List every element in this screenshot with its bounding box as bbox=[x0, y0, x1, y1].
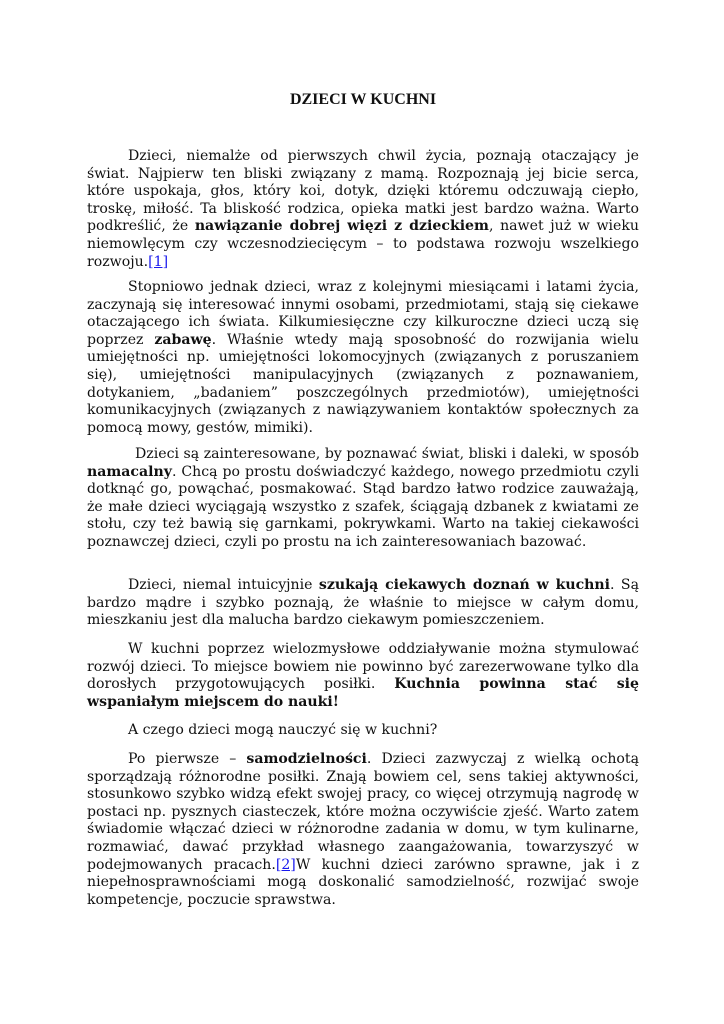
paragraph-2 bbox=[87, 279, 639, 437]
paragraph-text: Po pierwsze – bbox=[128, 751, 247, 767]
paragraph-text: . Są bardzo mądre i szybko poznają, że właśnie to miejsce w całym domu, mieszkaniu jest dla malucha bardzo ciekawym pomieszczeniem. bbox=[87, 577, 639, 629]
paragraph-text: . Dzieci zazwyczaj z wielką ochotą sporządzają różnorodne posiłki. Znają bowiem cel, sens takiej aktywności, stosunkowo szybko widzą efekt swojej pracy, co więcej otrzymują nagrodę w postaci np. pysznych ciasteczek, które można oczywiście zjeść. Warto zatem świadomie włączać dzieci w różnorodne zadania w domu, w tym kulinarne, rozmawiać, dawać przykład własnego zaangażowania, towarzyszyć w podejmowanych pracach. bbox=[87, 751, 639, 873]
paragraph-text: W kuchni poprzez wielozmysłowe oddziaływanie można stymulować rozwój dzieci. To miejsce bowiem nie powinno być zarezerwowane tylko dla dorosłych przygotowujących posiłki. bbox=[87, 641, 639, 693]
paragraph-text: A czego dzieci mogą nauczyć się w kuchni? bbox=[128, 722, 438, 738]
bold-phrase: namacalny bbox=[87, 463, 172, 480]
paragraph-6 bbox=[87, 722, 639, 740]
footnote-link-1[interactable]: [1] bbox=[148, 253, 169, 270]
paragraph-text: W kuchni dzieci zarówno sprawne, jak i z niepełnosprawnościami mogą doskonalić samodzielność, rozwijać swoje kompetencje, poczucie sprawstwa. bbox=[87, 856, 639, 908]
bold-phrase: samodzielności bbox=[246, 751, 367, 767]
paragraph-5 bbox=[87, 641, 639, 711]
bold-phrase: szukają ciekawych doznań w kuchni bbox=[318, 577, 611, 593]
document-title: DZIECI W KUCHNI bbox=[289, 91, 437, 108]
bold-phrase: zabawę bbox=[154, 331, 212, 348]
paragraph-text: Dzieci, niemal intuicyjnie bbox=[128, 577, 319, 593]
bold-phrase: Kuchnia powinna stać się wspaniałym miejscem do nauki! bbox=[87, 676, 640, 710]
paragraph-text: , nawet już w wieku niemowlęcym czy wczesnodziecięcym – to podstawa rozwoju wszelkiego rozwoju. bbox=[87, 218, 639, 270]
paragraph-text: Dzieci są zainteresowane, by poznawać świat, bliski i daleki, w sposób bbox=[135, 446, 639, 462]
paragraph-text: Stopniowo jednak dzieci, wraz z kolejnymi miesiącami i latami życia, zaczynają się interesować innymi osobami, przedmiotami, stają się ciekawe otaczającego ich świata. Kilkumiesięczne czy kilkuroczne dzieci uczą się poprzez bbox=[87, 279, 639, 348]
paragraph-text: . Właśnie wtedy mają sposobność do rozwijania wielu umiejętności np. umiejętności lokomocyjnych (związanych z poruszaniem się), umiejętności manipulacyjnych (związanych z poznawaniem, dotykaniem, „badaniem” poszczególnych przedmiotów), umiejętności komunikacyjnych (związanych z nawiązywaniem kontaktów społecznych za pomocą mowy, gestów, mimiki). bbox=[87, 331, 639, 436]
paragraph-text: Dzieci, niemalże od pierwszych chwil życia, poznają otaczający je świat. Najpierw ten bliski związany z mamą. Rozpoznają jej bicie serca, które uspokaja, głos, który koi, dotyk, dzięki któremu odczuwają ciepło, troskę, miłość. Ta bliskość rodzica, opieka matki jest bardzo ważna. Warto podkreślić, że bbox=[87, 148, 639, 235]
paragraph-1 bbox=[87, 148, 639, 271]
bold-phrase: nawiązanie dobrej więzi z dzieckiem bbox=[194, 218, 489, 235]
paragraph-text: . Chcą po prostu doświadczyć każdego, nowego przedmiotu czyli dotknąć go, powąchać, posmakować. Stąd bardzo łatwo rodzice zauważają, że małe dzieci wyciągają wszystko z szafek, ściągają dzbanek z kwiatami ze stołu, czy też bawią się garnkami, pokrywkami. Warto na takiej ciekawości poznawczej dzieci, czyli po prostu na ich zainteresowaniach bazować. bbox=[87, 463, 639, 550]
paragraph-7 bbox=[87, 751, 639, 909]
paragraph-4 bbox=[87, 577, 639, 630]
footnote-link-2[interactable]: [2] bbox=[275, 856, 296, 873]
paragraph-3 bbox=[87, 446, 639, 552]
